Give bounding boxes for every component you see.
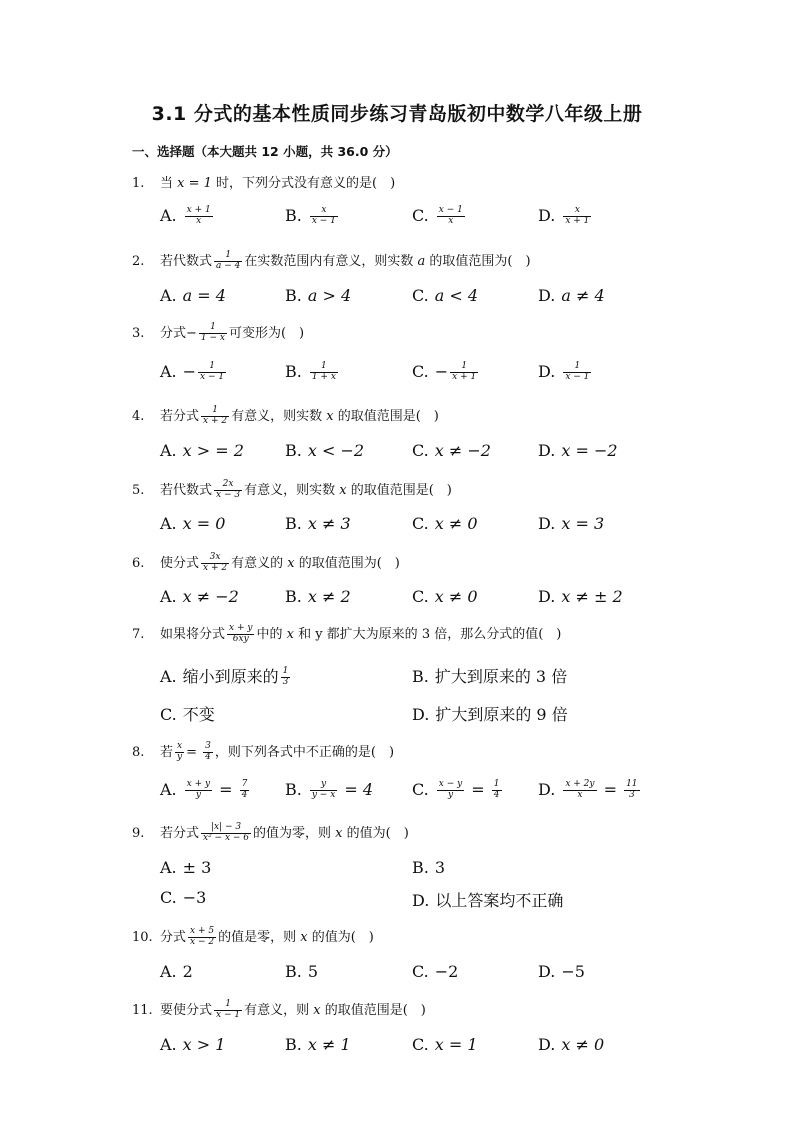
fraction-numerator: x − y <box>438 779 463 790</box>
question-number: 5. <box>132 483 145 498</box>
question-text <box>160 405 439 427</box>
option-text: a = 4 <box>182 286 226 305</box>
answer-option <box>538 962 585 981</box>
answer-option <box>160 888 206 907</box>
stem-text: = <box>186 745 202 760</box>
option-text: 以上答案均不正确 <box>435 891 564 910</box>
fraction <box>310 362 338 383</box>
fraction <box>563 206 591 227</box>
option-text: x = −2 <box>561 441 618 460</box>
fraction-numerator: x − 1 <box>438 205 463 216</box>
fraction <box>214 480 242 501</box>
answer-option <box>160 362 228 383</box>
fraction <box>201 553 229 574</box>
fraction-denominator: y − x <box>311 790 336 800</box>
stem-text: 的值为( ) <box>346 826 409 841</box>
option-letter: A. <box>160 441 177 460</box>
fraction-numerator: 1 <box>199 323 227 334</box>
question-number: 8. <box>132 745 145 760</box>
fraction-numerator: x <box>175 742 184 753</box>
stem-text: 分式− <box>160 326 197 341</box>
fraction-numerator: 3 <box>205 741 211 752</box>
fraction-numerator: 1 <box>563 362 591 373</box>
stem-text: 时，下列分式没有意义的是( ) <box>216 176 396 191</box>
question-text <box>160 479 452 501</box>
answer-option <box>285 1035 351 1054</box>
option-letter: A. <box>160 858 177 877</box>
answer-option <box>285 286 351 305</box>
option-letter: B. <box>285 206 302 225</box>
option-letter: D. <box>538 286 556 305</box>
fraction <box>214 251 242 272</box>
option-text: x > 1 <box>182 1035 226 1054</box>
answer-option <box>285 780 373 801</box>
answer-option <box>412 206 467 227</box>
fraction-numerator: 1 <box>214 251 242 262</box>
fraction-numerator: 2x <box>214 480 242 491</box>
option-equals: = 4 <box>339 780 374 799</box>
question-number: 9. <box>132 826 145 841</box>
stem-text: 若分式 <box>160 409 200 424</box>
stem-text: 要使分式 <box>160 1003 213 1018</box>
fraction <box>175 742 184 763</box>
option-text: 扩大到原来的 3 倍 <box>434 667 568 686</box>
option-letter: C. <box>412 514 429 533</box>
fraction-denominator: x <box>196 216 202 226</box>
fraction-denominator: a − 4 <box>216 261 241 271</box>
question-number: 1. <box>132 176 145 191</box>
option-text: x ≠ 1 <box>307 1035 351 1054</box>
stem-variable: a <box>413 254 430 269</box>
stem-text: 的值是零，则 <box>218 930 297 945</box>
option-letter: B. <box>412 858 429 877</box>
answer-option <box>285 514 351 533</box>
question-stem <box>132 479 692 501</box>
question-stem <box>132 822 692 844</box>
option-text: ± 3 <box>182 858 212 877</box>
fraction <box>492 780 502 801</box>
option-letter: D. <box>538 514 556 533</box>
question-text <box>160 926 374 948</box>
option-text: 5 <box>307 962 319 981</box>
answer-option <box>160 206 215 227</box>
fraction-denominator: 4 <box>493 790 500 800</box>
fraction <box>624 780 639 801</box>
fraction-numerator: x + 2y <box>565 779 595 790</box>
question-text <box>160 172 395 191</box>
fraction <box>188 927 216 948</box>
fraction <box>310 206 338 227</box>
answer-option <box>285 962 318 981</box>
fraction-denominator: x <box>448 216 454 226</box>
question-stem <box>132 552 692 574</box>
answer-option <box>412 664 567 687</box>
option-text: −5 <box>561 962 585 981</box>
fraction <box>203 742 213 763</box>
option-letter: A. <box>160 514 177 533</box>
option-letter: D. <box>538 962 556 981</box>
option-letter: C. <box>160 705 177 724</box>
option-letter: B. <box>285 1035 302 1054</box>
answer-option <box>412 362 480 383</box>
answer-option <box>285 362 340 383</box>
option-letter: C. <box>412 206 429 225</box>
question-number: 4. <box>132 409 145 424</box>
stem-text: 在实数范围内有意义，则实数 <box>244 254 414 269</box>
answer-option <box>412 441 491 460</box>
question-number: 6. <box>132 556 145 571</box>
fraction-numerator: 1 <box>450 362 478 373</box>
question-stem <box>132 250 692 272</box>
option-text: x ≠ 0 <box>434 514 478 533</box>
stem-text: 中的 <box>256 627 283 642</box>
fraction <box>450 362 478 383</box>
fraction-numerator: 1 <box>214 1000 242 1011</box>
option-letter: B. <box>285 962 302 981</box>
answer-option <box>538 780 642 801</box>
fraction-denominator: 4 <box>241 790 248 800</box>
fraction <box>185 206 213 227</box>
question-text <box>160 552 400 574</box>
option-equals: = <box>598 780 623 799</box>
answer-option <box>412 514 478 533</box>
option-letter: B. <box>285 286 302 305</box>
option-letter: D. <box>538 587 556 606</box>
answer-option <box>538 514 604 533</box>
option-sign: − <box>182 362 197 381</box>
fraction-numerator: 1 <box>493 779 500 790</box>
fraction-numerator: x + y <box>186 779 211 790</box>
question-stem <box>132 322 692 344</box>
option-sign: − <box>434 362 449 381</box>
option-letter: B. <box>285 514 302 533</box>
option-letter: A. <box>160 1035 177 1054</box>
fraction-numerator: 7 <box>241 779 248 790</box>
option-letter: C. <box>412 1035 429 1054</box>
stem-variable: x <box>331 826 347 841</box>
answer-option <box>412 888 563 911</box>
fraction-denominator: x − 1 <box>200 372 225 382</box>
stem-text: 分式 <box>160 930 187 945</box>
stem-text: 的取值范围是( ) <box>324 1003 426 1018</box>
stem-text: 可变形为( ) <box>228 326 305 341</box>
option-text: x < −2 <box>307 441 365 460</box>
option-text: x ≠ 2 <box>307 587 351 606</box>
stem-text: 的取值范围为( ) <box>298 556 400 571</box>
fraction-denominator: 1 − x <box>200 333 225 343</box>
option-text: −3 <box>182 888 207 907</box>
stem-text: 的取值范围是( ) <box>337 409 439 424</box>
stem-text: 如果将分式 <box>160 627 226 642</box>
answer-option <box>285 441 364 460</box>
question-number: 7. <box>132 627 145 642</box>
fraction <box>310 780 337 801</box>
answer-option <box>160 1035 225 1054</box>
option-letter: C. <box>160 888 177 907</box>
stem-text: 的取值范围是( ) <box>350 483 452 498</box>
option-equals: = <box>466 780 490 799</box>
option-letter: D. <box>538 362 556 381</box>
fraction-denominator: x − 1 <box>311 216 336 226</box>
stem-text: 的值为零，则 <box>253 826 332 841</box>
fraction-numerator: x + 5 <box>190 926 215 937</box>
page-title: 3.1 分式的基本性质同步练习青岛版初中数学八年级上册 <box>151 103 643 125</box>
option-letter: B. <box>285 587 302 606</box>
question-stem <box>132 623 692 645</box>
option-text: −2 <box>434 962 459 981</box>
stem-text: 有意义，则实数 <box>231 409 323 424</box>
fraction-numerator: x <box>563 206 591 217</box>
option-letter: B. <box>285 362 302 381</box>
fraction-denominator: y <box>177 752 183 762</box>
stem-math: x = 1 <box>173 176 217 191</box>
fraction-denominator: x + 2 <box>203 416 228 426</box>
fraction-denominator: 3 <box>628 790 635 800</box>
fraction-numerator: 3x <box>201 553 229 564</box>
fraction-denominator: x − 2 <box>190 937 215 947</box>
option-text: a > 4 <box>307 286 352 305</box>
question-number: 10. <box>132 930 153 945</box>
fraction <box>214 1000 242 1021</box>
option-text: x = 1 <box>434 1035 478 1054</box>
option-letter: D. <box>538 780 556 799</box>
option-letter: D. <box>412 705 430 724</box>
stem-text: 使分式 <box>160 556 200 571</box>
fraction-numerator: 11 <box>626 779 638 790</box>
fraction-denominator: 4 <box>205 752 211 762</box>
fraction-numerator: x + 1 <box>186 205 211 216</box>
fraction-numerator: x <box>310 206 338 217</box>
answer-option <box>160 664 292 688</box>
fraction-denominator: x − 1 <box>216 1010 241 1020</box>
option-letter: A. <box>160 286 177 305</box>
fraction-denominator: 3 <box>282 677 289 687</box>
stem-text: 若分式 <box>160 826 200 841</box>
stem-variable: x <box>322 409 338 424</box>
option-letter: D. <box>538 1035 556 1054</box>
answer-option <box>412 858 445 877</box>
option-letter: B. <box>285 780 302 799</box>
question-text <box>160 822 409 844</box>
option-letter: C. <box>412 780 429 799</box>
stem-variable: x <box>283 556 299 571</box>
answer-option <box>285 587 351 606</box>
option-letter: B. <box>285 441 302 460</box>
fraction-numerator: x + y <box>229 623 253 634</box>
option-letter: A. <box>160 587 177 606</box>
option-text: 缩小到原来的 <box>182 667 279 686</box>
fraction-denominator: x <box>577 790 583 800</box>
fraction-denominator: x − 3 <box>216 490 241 500</box>
question-stem <box>132 172 692 191</box>
answer-option <box>538 1035 604 1054</box>
fraction <box>201 823 251 844</box>
fraction <box>563 362 591 383</box>
fraction <box>281 667 291 688</box>
option-letter: C. <box>412 962 429 981</box>
option-letter: D. <box>412 891 430 910</box>
option-letter: D. <box>538 441 556 460</box>
fraction-denominator: x + 2 <box>203 563 228 573</box>
answer-option <box>160 587 239 606</box>
option-text: a < 4 <box>434 286 479 305</box>
stem-variable: x <box>335 483 351 498</box>
option-text: 扩大到原来的 9 倍 <box>435 705 568 724</box>
answer-option <box>160 702 215 725</box>
question-stem <box>132 741 692 763</box>
fraction-numerator: y <box>310 780 337 791</box>
stem-variable: x <box>282 627 299 642</box>
fraction-denominator: x − 1 <box>565 372 590 382</box>
stem-text: 的取值范围为( ) <box>429 254 531 269</box>
option-text: x = 3 <box>561 514 605 533</box>
answer-option <box>412 962 458 981</box>
stem-text: 有意义，则实数 <box>244 483 336 498</box>
answer-option <box>538 362 593 383</box>
option-letter: C. <box>412 286 429 305</box>
answer-option <box>160 962 193 981</box>
question-stem <box>132 999 692 1021</box>
answer-option <box>160 514 225 533</box>
fraction-denominator: y <box>447 790 454 800</box>
answer-option <box>538 587 623 606</box>
fraction-numerator: 1 <box>198 362 226 373</box>
question-number: 2. <box>132 254 145 269</box>
stem-text: 若 <box>160 745 174 760</box>
option-letter: A. <box>160 962 177 981</box>
fraction <box>185 780 212 801</box>
fraction-denominator: x² − x − 6 <box>203 833 250 843</box>
question-text <box>160 999 426 1021</box>
stem-text: 若代数式 <box>160 254 213 269</box>
fraction-denominator: 1 + x <box>311 372 336 382</box>
answer-option <box>412 1035 478 1054</box>
answer-option <box>412 702 568 725</box>
question-text <box>160 623 561 645</box>
answer-option <box>160 286 226 305</box>
fraction-denominator: y <box>195 790 201 800</box>
option-text: 不变 <box>182 705 215 724</box>
stem-text: 有意义，则 <box>244 1003 310 1018</box>
option-letter: A. <box>160 362 177 381</box>
answer-option <box>538 441 618 460</box>
option-text: x ≠ −2 <box>434 441 491 460</box>
stem-text: 和 y 都扩大为原来的 3 倍，那么分式的值( ) <box>298 627 562 642</box>
stem-variable: x <box>309 1003 325 1018</box>
option-text: x > = 2 <box>182 441 244 460</box>
answer-option <box>160 780 251 801</box>
fraction <box>563 780 596 801</box>
option-letter: C. <box>412 587 429 606</box>
fraction-denominator: x + 1 <box>565 216 590 226</box>
question-number: 11. <box>132 1003 153 1018</box>
option-text: 3 <box>434 858 446 877</box>
option-letter: D. <box>538 206 556 225</box>
option-letter: A. <box>160 780 177 799</box>
fraction <box>199 323 227 344</box>
option-text: x ≠ −2 <box>182 587 239 606</box>
fraction-numerator: |x| − 3 <box>201 823 251 834</box>
stem-text: 的值为( ) <box>311 930 374 945</box>
stem-variable: x <box>296 930 312 945</box>
fraction <box>437 780 464 801</box>
option-letter: A. <box>160 667 177 686</box>
stem-text: 有意义的 <box>231 556 284 571</box>
fraction-numerator: 1 <box>282 666 289 677</box>
option-letter: A. <box>160 206 177 225</box>
question-text <box>160 250 531 272</box>
option-letter: C. <box>412 362 429 381</box>
stem-text: ，则下列各式中不正确的是( ) <box>214 745 395 760</box>
option-letter: B. <box>412 667 429 686</box>
question-number: 3. <box>132 326 145 341</box>
option-text: x ≠ ± 2 <box>561 587 623 606</box>
stem-text: 当 <box>160 176 174 191</box>
option-equals: = <box>214 780 238 799</box>
fraction-denominator: x + 1 <box>452 372 477 382</box>
fraction <box>437 206 465 227</box>
question-text <box>160 322 304 344</box>
option-text: x ≠ 3 <box>307 514 351 533</box>
option-text: x ≠ 0 <box>561 1035 605 1054</box>
fraction-numerator: 1 <box>201 406 229 417</box>
option-letter: C. <box>412 441 429 460</box>
question-stem <box>132 405 692 427</box>
fraction <box>201 406 229 427</box>
answer-option <box>538 206 593 227</box>
option-text: a ≠ 4 <box>561 286 605 305</box>
option-text: x = 0 <box>182 514 226 533</box>
fraction-denominator: 6xy <box>232 634 249 644</box>
fraction <box>198 362 226 383</box>
question-text <box>160 741 394 763</box>
fraction-numerator: 1 <box>310 362 338 373</box>
option-text: x ≠ 0 <box>434 587 478 606</box>
answer-option <box>160 441 244 460</box>
answer-option <box>412 286 478 305</box>
answer-option <box>285 206 340 227</box>
answer-option <box>160 858 211 877</box>
fraction <box>227 624 254 645</box>
stem-text: 若代数式 <box>160 483 213 498</box>
question-stem <box>132 926 692 948</box>
option-text: 2 <box>182 962 193 981</box>
answer-option <box>412 587 478 606</box>
section-heading: 一、选择题（本大题共 12 小题，共 36.0 分） <box>132 144 398 159</box>
fraction <box>240 780 250 801</box>
answer-option <box>412 780 504 801</box>
answer-option <box>538 286 605 305</box>
